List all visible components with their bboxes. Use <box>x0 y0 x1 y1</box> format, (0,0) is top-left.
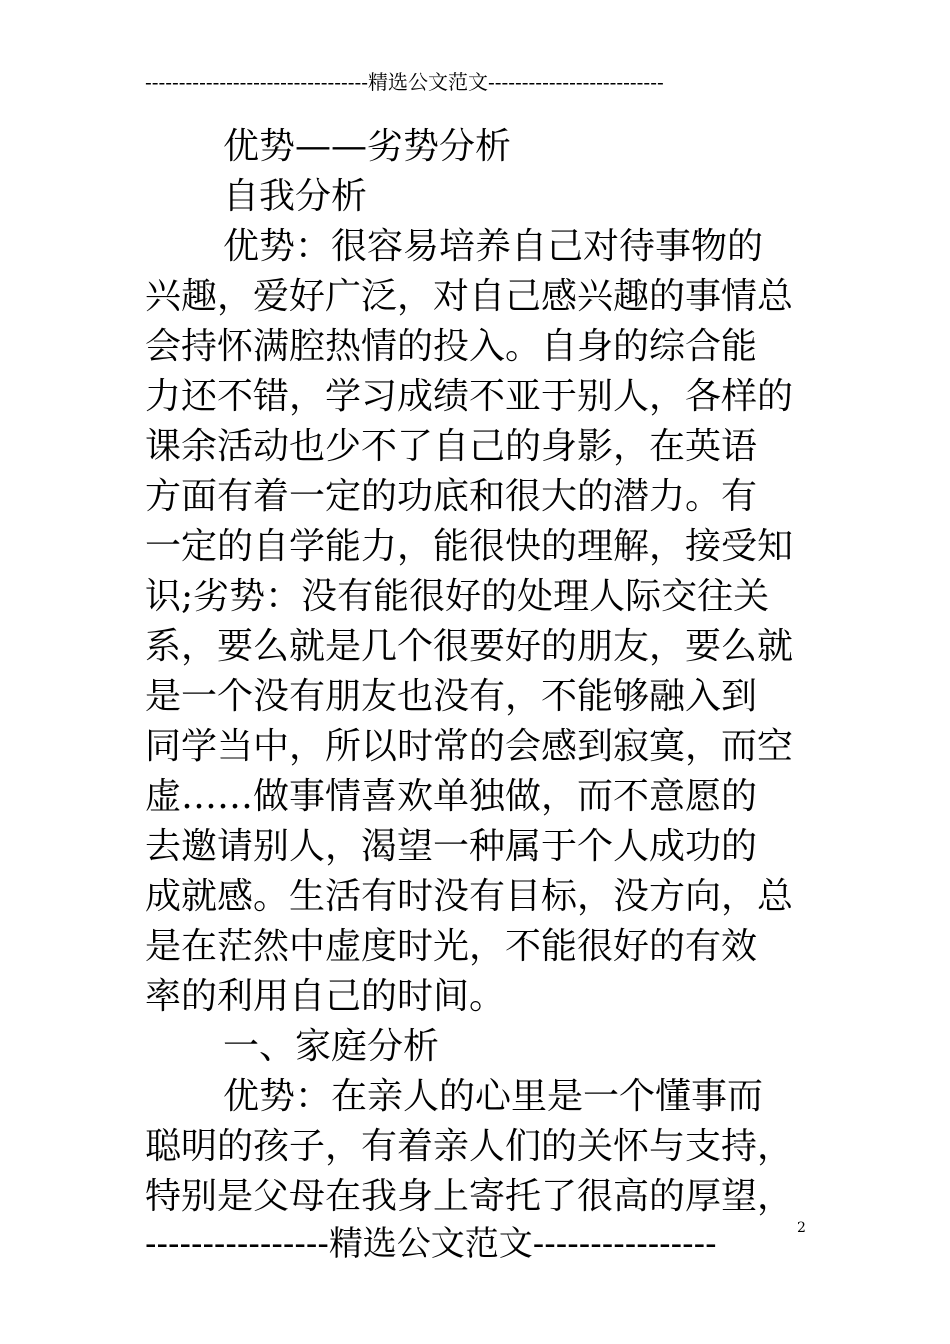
paragraph-line: 同学当中，所以时常的会感到寂寞，而空 <box>145 726 794 767</box>
section-title: 优势——劣势分析 <box>223 126 512 167</box>
paragraph-line: 是在茫然中虚度时光，不能很好的有效 <box>145 926 758 967</box>
paragraph-line: 系，要么就是几个很要好的朋友，要么就 <box>145 626 794 667</box>
page-header: ---------------------------------精选公文范文-------------------------- <box>145 70 664 94</box>
paragraph-line: 力还不错，学习成绩不亚于别人，各样的 <box>145 376 794 417</box>
paragraph-line: 成就感。生活有时没有目标，没方向，总 <box>145 876 794 917</box>
paragraph-line: 一定的自学能力，能很快的理解，接受知 <box>145 526 794 567</box>
paragraph-line: 识;劣势：没有能很好的处理人际交往关 <box>145 576 770 617</box>
paragraph-line: 优势：在亲人的心里是一个懂事而 <box>223 1076 764 1117</box>
paragraph-line: 优势：很容易培养自己对待事物的 <box>223 226 764 267</box>
subsection-title: 自我分析 <box>223 176 368 217</box>
paragraph-line: 课余活动也少不了自己的身影，在英语 <box>145 426 758 467</box>
paragraph-line: 特别是父母在我身上寄托了很高的厚望， <box>145 1176 794 1217</box>
section-title: 一、家庭分析 <box>223 1026 440 1067</box>
page-number: 2 <box>797 1220 806 1236</box>
paragraph-line: 聪明的孩子，有着亲人们的关怀与支持， <box>145 1126 794 1167</box>
page-footer: ----------------精选公文范文---------------- <box>145 1224 717 1264</box>
document-body <box>145 122 805 1222</box>
paragraph-line: 虚……做事情喜欢单独做，而不意愿的 <box>145 776 758 817</box>
paragraph-line: 会持怀满腔热情的投入。自身的综合能 <box>145 326 758 367</box>
paragraph-line: 是一个没有朋友也没有，不能够融入到 <box>145 676 758 717</box>
paragraph-line: 方面有着一定的功底和很大的潜力。有 <box>145 476 758 517</box>
paragraph-line: 率的利用自己的时间。 <box>145 976 506 1017</box>
paragraph-line: 兴趣，爱好广泛，对自己感兴趣的事情总 <box>145 276 794 317</box>
paragraph-line: 去邀请别人，渴望一种属于个人成功的 <box>145 826 758 867</box>
